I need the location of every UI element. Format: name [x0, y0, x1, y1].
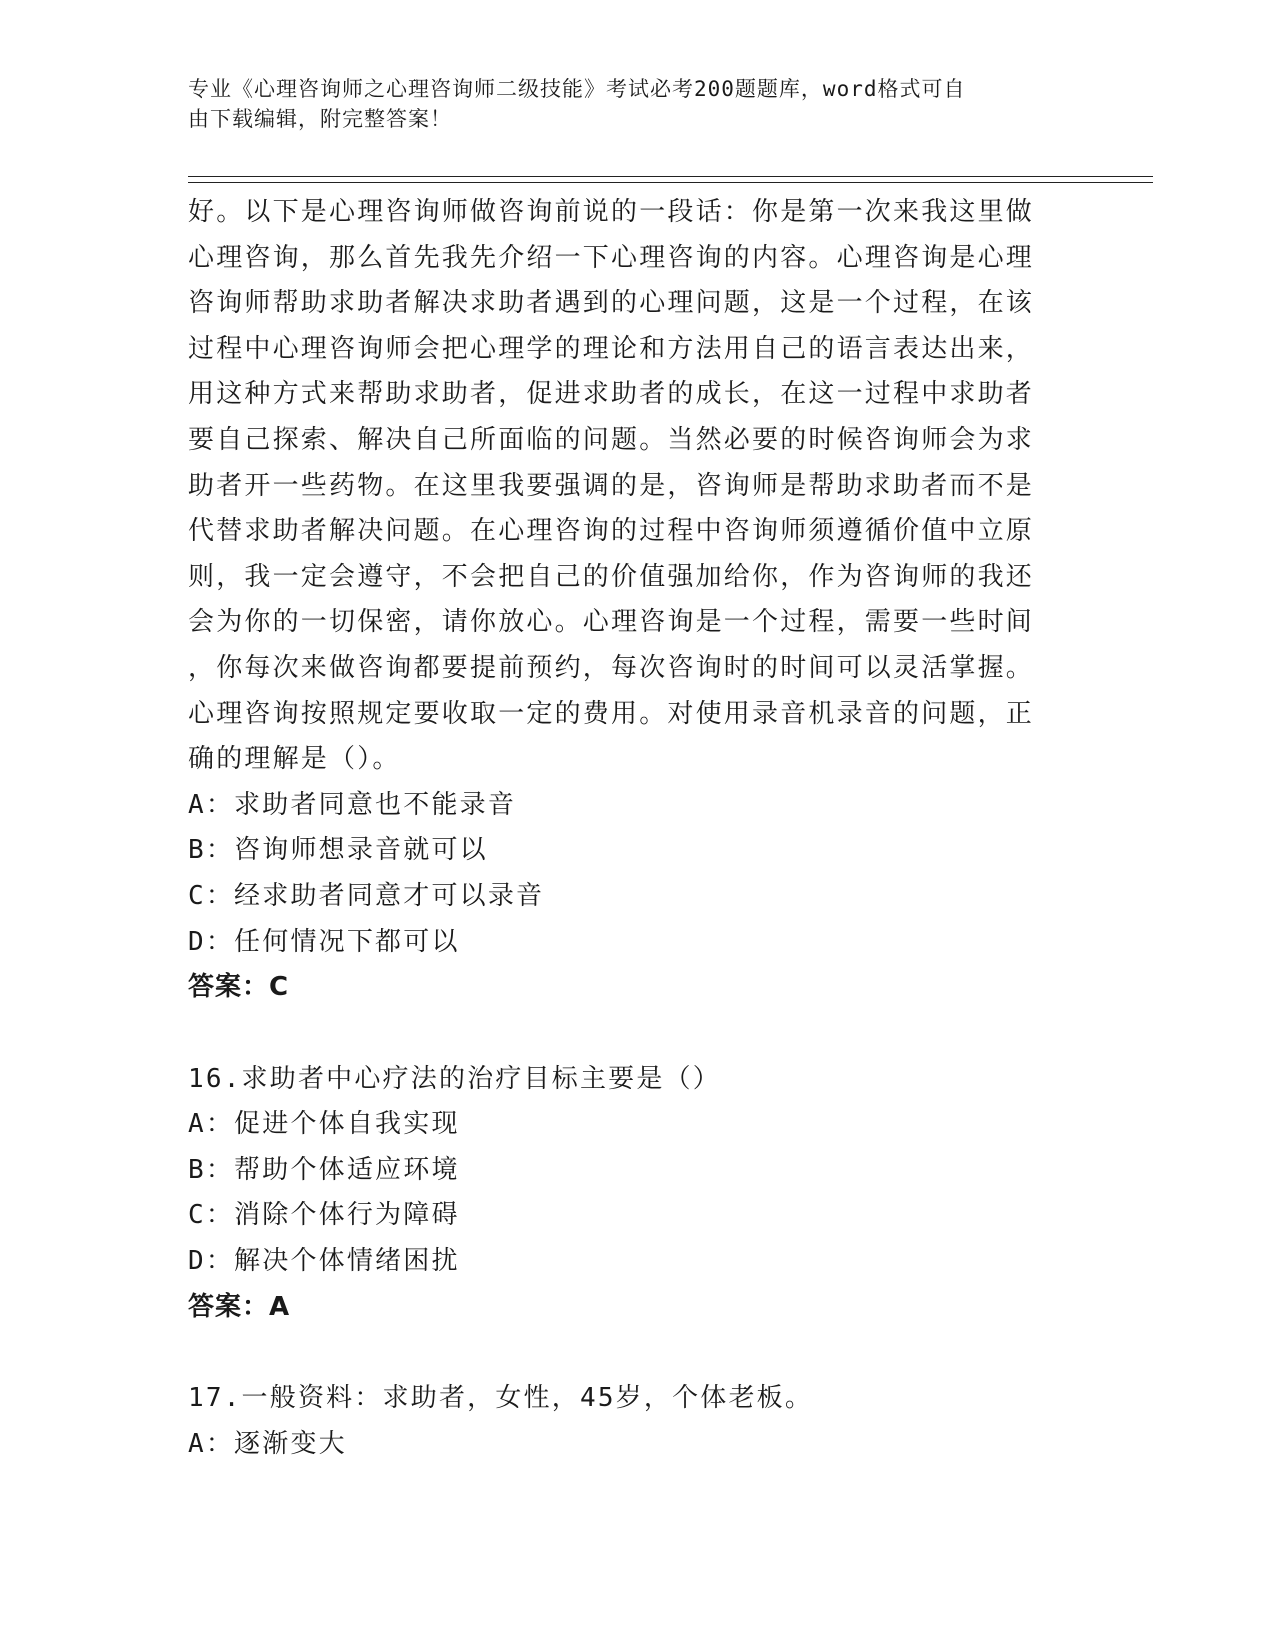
document-header [188, 74, 1068, 134]
header-line-2: 由下载编辑，附完整答案！ [188, 107, 452, 131]
question-text-line: 则，我一定会遵守，不会把自己的价值强加给你，作为咨询师的我还 [188, 561, 1035, 592]
question-15-options [188, 783, 1068, 965]
question-text-line: 用这种方式来帮助求助者，促进求助者的成长，在这一过程中求助者 [188, 379, 1035, 410]
question-text-line: 助者开一些药物。在这里我要强调的是，咨询师是帮助求助者而不是 [188, 470, 1035, 501]
option-d: D：任何情况下都可以 [188, 926, 460, 957]
question-15-answer: 答案：C [188, 972, 290, 1003]
question-17 [188, 1376, 1068, 1467]
option-a: A：求助者同意也不能录音 [188, 789, 517, 820]
question-17-text: 17.一般资料：求助者，女性，45岁，个体老板。 [188, 1383, 814, 1414]
question-16-options [188, 1102, 1068, 1284]
question-text-line: 代替求助者解决问题。在心理咨询的过程中咨询师须遵循价值中立原 [188, 516, 1035, 547]
question-text-line: 心理咨询，那么首先我先介绍一下心理咨询的内容。心理咨询是心理 [188, 242, 1035, 273]
option-b: B：帮助个体适应环境 [188, 1154, 460, 1185]
question-text-line: ，你每次来做咨询都要提前预约，每次咨询时的时间可以灵活掌握。 [188, 652, 1035, 683]
question-15-text [188, 190, 1068, 783]
option-c: C：消除个体行为障碍 [188, 1200, 460, 1231]
question-text-line: 要自己探索、解决自己所面临的问题。当然必要的时候咨询师会为求 [188, 424, 1035, 455]
option-a: A：逐渐变大 [188, 1428, 347, 1459]
question-text-line: 心理咨询按照规定要收取一定的费用。对使用录音机录音的问题，正 [188, 698, 1035, 729]
question-17-options [188, 1422, 1068, 1468]
question-15 [188, 190, 1068, 1011]
question-spacer [188, 1330, 1068, 1376]
question-16-text: 16.求助者中心疗法的治疗目标主要是（） [188, 1063, 721, 1094]
header-divider-bottom [188, 182, 1153, 183]
question-text-line: 会为你的一切保密，请你放心。心理咨询是一个过程，需要一些时间 [188, 607, 1035, 638]
document-body [188, 190, 1068, 1467]
header-divider-top [188, 176, 1153, 177]
question-text-line: 确的理解是（）。 [188, 744, 401, 775]
question-text-line: 过程中心理咨询师会把心理学的理论和方法用自己的语言表达出来， [188, 333, 1035, 364]
option-d: D：解决个体情绪困扰 [188, 1246, 460, 1277]
question-spacer [188, 1011, 1068, 1057]
option-c: C：经求助者同意才可以录音 [188, 880, 545, 911]
header-line-1: 专业《心理咨询师之心理咨询师二级技能》考试必考200题题库，word格式可自 [188, 77, 966, 101]
option-b: B：咨询师想录音就可以 [188, 835, 488, 866]
option-a: A：促进个体自我实现 [188, 1109, 460, 1140]
question-16 [188, 1057, 1068, 1331]
question-16-answer: 答案：A [188, 1291, 291, 1322]
question-text-line: 咨询师帮助求助者解决求助者遇到的心理问题，这是一个过程，在该 [188, 288, 1035, 319]
question-text-line: 好。以下是心理咨询师做咨询前说的一段话：你是第一次来我这里做 [188, 197, 1035, 227]
